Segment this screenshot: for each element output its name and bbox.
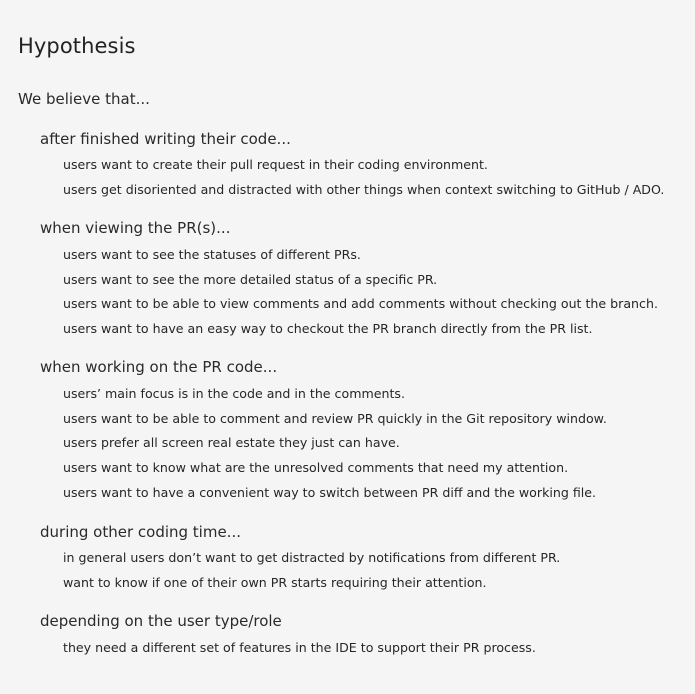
- hypothesis-item: users want to create their pull request in their coding environment.: [63, 157, 488, 172]
- hypothesis-item: users prefer all screen real estate they just can have.: [63, 435, 400, 450]
- hypothesis-item: want to know if one of their own PR starts requiring their attention.: [63, 575, 487, 590]
- section-heading: after finished writing their code...: [40, 130, 291, 148]
- hypothesis-item: users want to be able to view comments and add comments without checking out the branch.: [63, 296, 658, 311]
- hypothesis-item: users want to have an easy way to checkout the PR branch directly from the PR list.: [63, 321, 593, 336]
- section-heading: during other coding time...: [40, 523, 241, 541]
- hypothesis-item: users’ main focus is in the code and in the comments.: [63, 386, 405, 401]
- hypothesis-item: users want to have a convenient way to switch between PR diff and the working file.: [63, 485, 597, 500]
- intro-text: We believe that...: [18, 90, 150, 108]
- section-heading: depending on the user type/role: [40, 612, 282, 630]
- hypothesis-item: users want to know what are the unresolved comments that need my attention.: [63, 460, 569, 475]
- page-title: Hypothesis: [18, 34, 136, 58]
- section-heading: when working on the PR code...: [40, 358, 278, 376]
- hypothesis-item: users get disoriented and distracted with other things when context switching to GitHub / ADO.: [63, 182, 665, 197]
- section-heading: when viewing the PR(s)...: [40, 219, 231, 237]
- hypothesis-item: users want to see the more detailed status of a specific PR.: [63, 272, 438, 287]
- hypothesis-item: users want to see the statuses of different PRs.: [63, 247, 361, 262]
- hypothesis-item: they need a different set of features in the IDE to support their PR process.: [63, 640, 536, 655]
- hypothesis-item: users want to be able to comment and review PR quickly in the Git repository window.: [63, 411, 607, 426]
- hypothesis-item: in general users don’t want to get distracted by notifications from different PR.: [63, 550, 561, 565]
